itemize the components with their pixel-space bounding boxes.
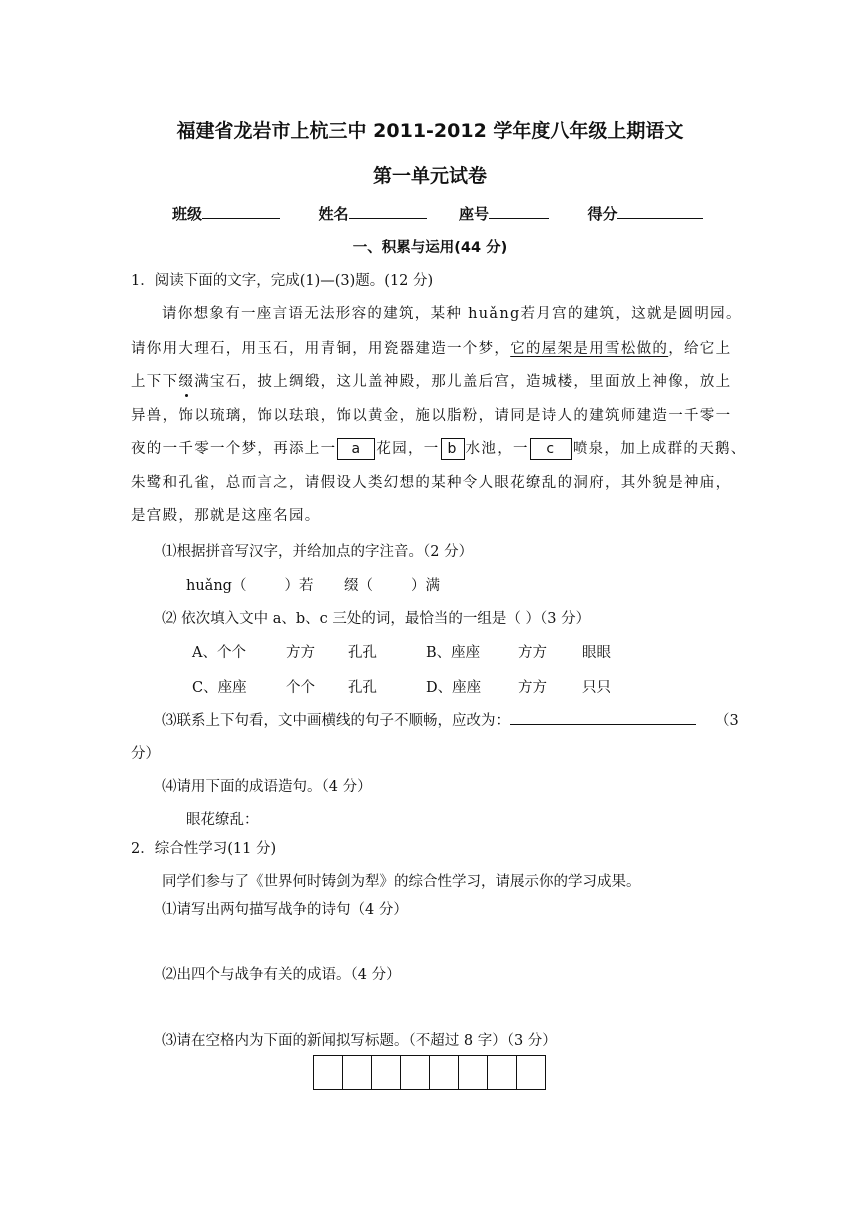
idiom-prompt: 眼花缭乱： — [186, 812, 259, 828]
passage-text: 水池，一 — [465, 441, 529, 457]
headline-grid-cell[interactable] — [429, 1055, 459, 1090]
name-label: 姓名 — [318, 205, 349, 223]
question-2-sub-2: ⑵出四个与战争有关的成语。（4 分） — [162, 967, 401, 983]
name-field[interactable] — [349, 204, 427, 219]
headline-grid-cell[interactable] — [487, 1055, 517, 1090]
headline-grid-cell[interactable] — [516, 1055, 546, 1090]
page-subtitle: 第一单元试卷 — [372, 165, 487, 187]
pinyin-text: huǎng（ — [186, 578, 247, 594]
headline-grid-cell[interactable] — [400, 1055, 430, 1090]
passage-text: 喷泉，加上成群的天鹅、 — [572, 441, 747, 457]
pinyin-text: 缀（ — [344, 578, 373, 594]
question-1-sub-4: ⑷请用下面的成语造句。（4 分） — [162, 779, 372, 795]
headline-grid-cell[interactable] — [458, 1055, 488, 1090]
option-c-word-3: 孔孔 — [348, 680, 377, 696]
question-2-intro: 同学们参与了《世界何时铸剑为犁》的综合性学习，请展示你的学习成果。 — [162, 874, 641, 890]
option-b-word-3: 眼眼 — [582, 645, 611, 661]
dotted-character: 缀 — [178, 370, 194, 391]
question-1-sub-3 — [162, 709, 696, 730]
question-2-sub-1: ⑴请写出两句描写战争的诗句（4 分） — [162, 902, 408, 918]
blank-box-a[interactable]: a — [337, 438, 375, 460]
class-label: 班级 — [172, 205, 203, 223]
option-a[interactable]: A、个个 — [192, 645, 246, 661]
question-1-sub-1: ⑴根据拼音写汉字，并给加点的字注音。（2 分） — [162, 544, 474, 560]
passage-line-4: 异兽，饰以琉璃，饰以珐琅，饰以黄金，施以脂粉，请同是诗人的建筑师建造一千零一 — [131, 408, 732, 424]
passage-line-2 — [131, 337, 731, 358]
student-info-row — [172, 203, 703, 224]
passage-line-3 — [131, 370, 731, 391]
option-b[interactable]: B、座座 — [426, 645, 481, 661]
passage-line-6: 朱鹭和孔雀，总而言之，请假设人类幻想的某种令人眼花缭乱的洞府，其外貌是神庙， — [131, 475, 732, 491]
option-a-word-2: 方方 — [286, 645, 315, 661]
passage-line-1: 请你想象有一座言语无法形容的建筑，某种 huǎng若月宫的建筑，这就是圆明园。 — [162, 306, 742, 322]
passage-text: 请你用大理石，用玉石，用青铜，用瓷器建造一个梦， — [131, 341, 511, 357]
headline-grid-cell[interactable] — [342, 1055, 372, 1090]
pinyin-text: ）若 — [284, 578, 314, 594]
pinyin-text: ）满 — [411, 578, 440, 594]
passage-text: 满宝石，披上绸缎，这儿盖神殿，那儿盖后宫，造城楼，里面放上神像，放上 — [194, 374, 732, 390]
blank-box-b[interactable]: b — [441, 438, 465, 460]
option-b-word-2: 方方 — [518, 645, 547, 661]
option-d[interactable]: D、座座 — [426, 680, 482, 696]
question-1-stem: 1．阅读下面的文字，完成(1)—(3)题。(12 分) — [131, 273, 434, 289]
question-1-sub-3-cont: 分） — [131, 746, 160, 762]
blank-box-c[interactable]: c — [530, 438, 572, 460]
passage-text: ，给它上 — [668, 341, 732, 357]
option-d-word-2: 方方 — [518, 680, 547, 696]
seat-label: 座号 — [458, 205, 489, 223]
headline-answer-grid — [313, 1055, 546, 1090]
question-2-sub-3: ⑶请在空格内为下面的新闻拟写标题。（不超过 8 字）（3 分） — [162, 1033, 557, 1049]
question-1-sub-3-end: （3 — [715, 713, 739, 729]
option-a-word-3: 孔孔 — [348, 645, 377, 661]
pinyin-item-1 — [186, 574, 313, 595]
score-field[interactable] — [617, 204, 703, 219]
question-1-sub-2: ⑵ 依次填入文中 a、b、c 三处的词，最恰当的一组是（ ）（3 分） — [162, 611, 591, 627]
option-c[interactable]: C、座座 — [192, 680, 247, 696]
class-field[interactable] — [202, 204, 280, 219]
answer-line[interactable] — [510, 710, 696, 725]
passage-text: 上下下 — [131, 374, 179, 390]
question-text: ⑶联系上下句看，文中画横线的句子不顺畅，应改为： — [162, 713, 510, 729]
passage-text: 花园，一 — [376, 441, 440, 457]
headline-grid-cell[interactable] — [313, 1055, 343, 1090]
score-label: 得分 — [587, 205, 618, 223]
question-2-stem: 2．综合性学习(11 分) — [131, 841, 277, 857]
passage-line-5 — [131, 437, 747, 460]
page-title: 福建省龙岩市上杭三中 2011-2012 学年度八年级上期语文 — [176, 120, 684, 142]
headline-grid-cell[interactable] — [371, 1055, 401, 1090]
passage-text: 夜的一千零一个梦，再添上一 — [131, 441, 337, 457]
pinyin-item-2 — [344, 574, 440, 595]
underlined-sentence: 它的屋架是用雪松做的 — [510, 341, 669, 357]
passage-line-7: 是宫殿，那就是这座名园。 — [131, 508, 321, 524]
option-c-word-2: 个个 — [286, 680, 315, 696]
seat-field[interactable] — [489, 204, 549, 219]
section-heading: 一、积累与运用(44 分) — [352, 240, 508, 256]
option-d-word-3: 只只 — [582, 680, 611, 696]
